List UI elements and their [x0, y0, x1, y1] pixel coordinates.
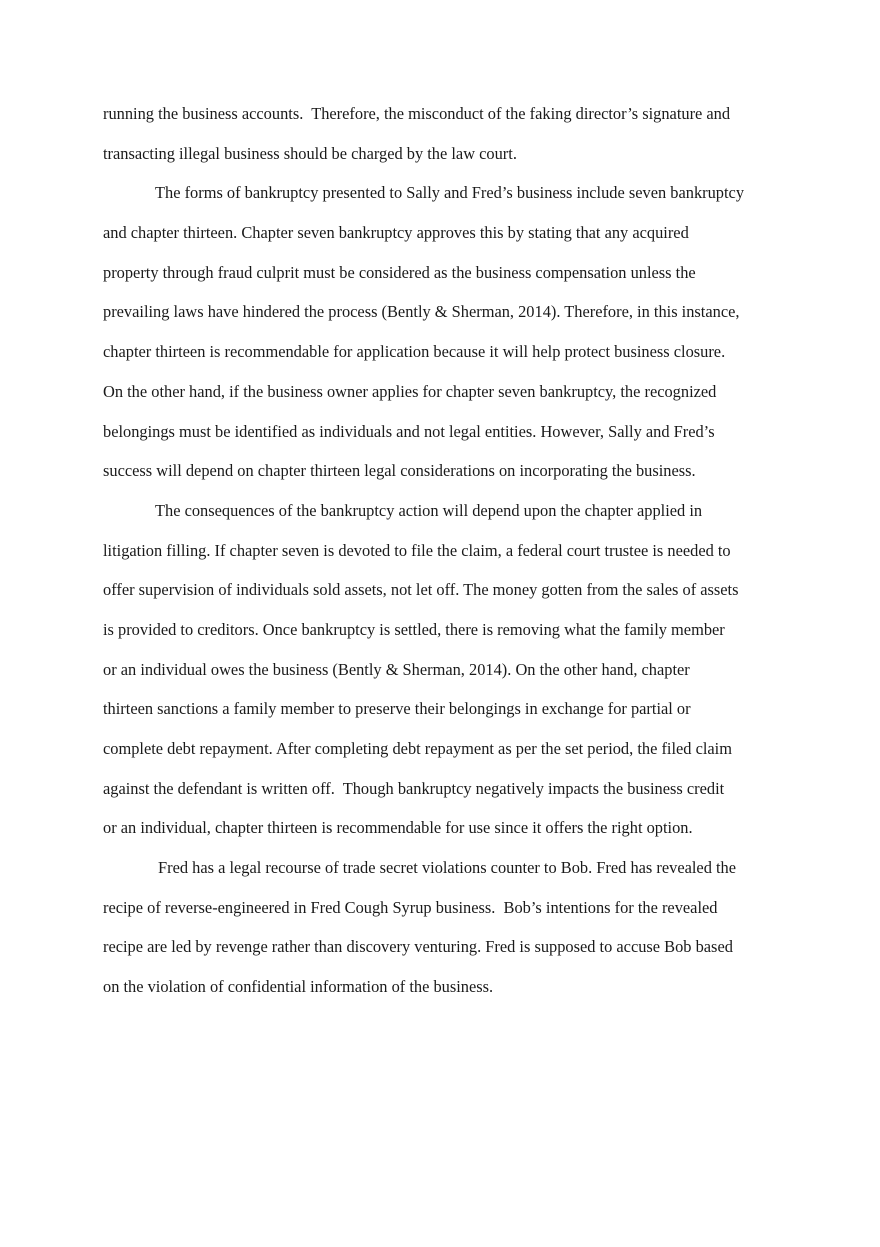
- text-line: running the business accounts. Therefore, the misconduct of the faking director’s signature and: [103, 104, 731, 123]
- text-line: transacting illegal business should be charged by the law court.: [103, 143, 517, 163]
- text-line: or an individual owes the business (Bently & Sherman, 2014). On the other hand, chapter: [103, 659, 690, 679]
- paragraph-first-line: Fred has a legal recourse of trade secret violations counter to Bob. Fred has revealed the: [158, 858, 737, 878]
- text-line: prevailing laws have hindered the process (Bently & Sherman, 2014). Therefore, in this instance,: [103, 302, 740, 322]
- text-line: recipe of reverse-engineered in Fred Cough Syrup business. Bob’s intentions for the revealed: [103, 897, 718, 917]
- text-line: is provided to creditors. Once bankruptcy is settled, there is removing what the family member: [103, 619, 725, 639]
- document-body: [103, 99, 783, 1012]
- text-line: On the other hand, if the business owner applies for chapter seven bankruptcy, the recognized: [103, 381, 717, 401]
- text-line: offer supervision of individuals sold assets, not let off. The money gotten from the sales of assets: [103, 580, 739, 600]
- text-line: litigation filling. If chapter seven is devoted to file the claim, a federal court trustee is needed to: [103, 540, 731, 560]
- text-line: and chapter thirteen. Chapter seven bankruptcy approves this by stating that any acquired: [103, 223, 689, 243]
- text-line: property through fraud culprit must be considered as the business compensation unless the: [103, 262, 696, 282]
- text-line: complete debt repayment. After completing debt repayment as per the set period, the filed claim: [103, 739, 732, 758]
- text-line: chapter thirteen is recommendable for application because it will help protect business closure.: [103, 342, 726, 362]
- text-line: thirteen sanctions a family member to preserve their belongings in exchange for partial or: [103, 699, 691, 719]
- text-line: against the defendant is written off. Though bankruptcy negatively impacts the business credit: [103, 778, 725, 798]
- paragraph-first-line: The consequences of the bankruptcy action will depend upon the chapter applied in: [155, 500, 703, 520]
- text-line: or an individual, chapter thirteen is recommendable for use since it offers the right option.: [103, 818, 693, 838]
- paragraph-first-line: The forms of bankruptcy presented to Sally and Fred’s business include seven bankruptcy: [155, 183, 745, 203]
- text-line: belongings must be identified as individuals and not legal entities. However, Sally and Fred’s: [103, 421, 715, 441]
- text-line: on the violation of confidential information of the business.: [103, 977, 494, 997]
- text-line: recipe are led by revenge rather than discovery venturing. Fred is supposed to accuse Bob based: [103, 937, 733, 957]
- text-line: success will depend on chapter thirteen legal considerations on incorporating the business.: [103, 461, 696, 481]
